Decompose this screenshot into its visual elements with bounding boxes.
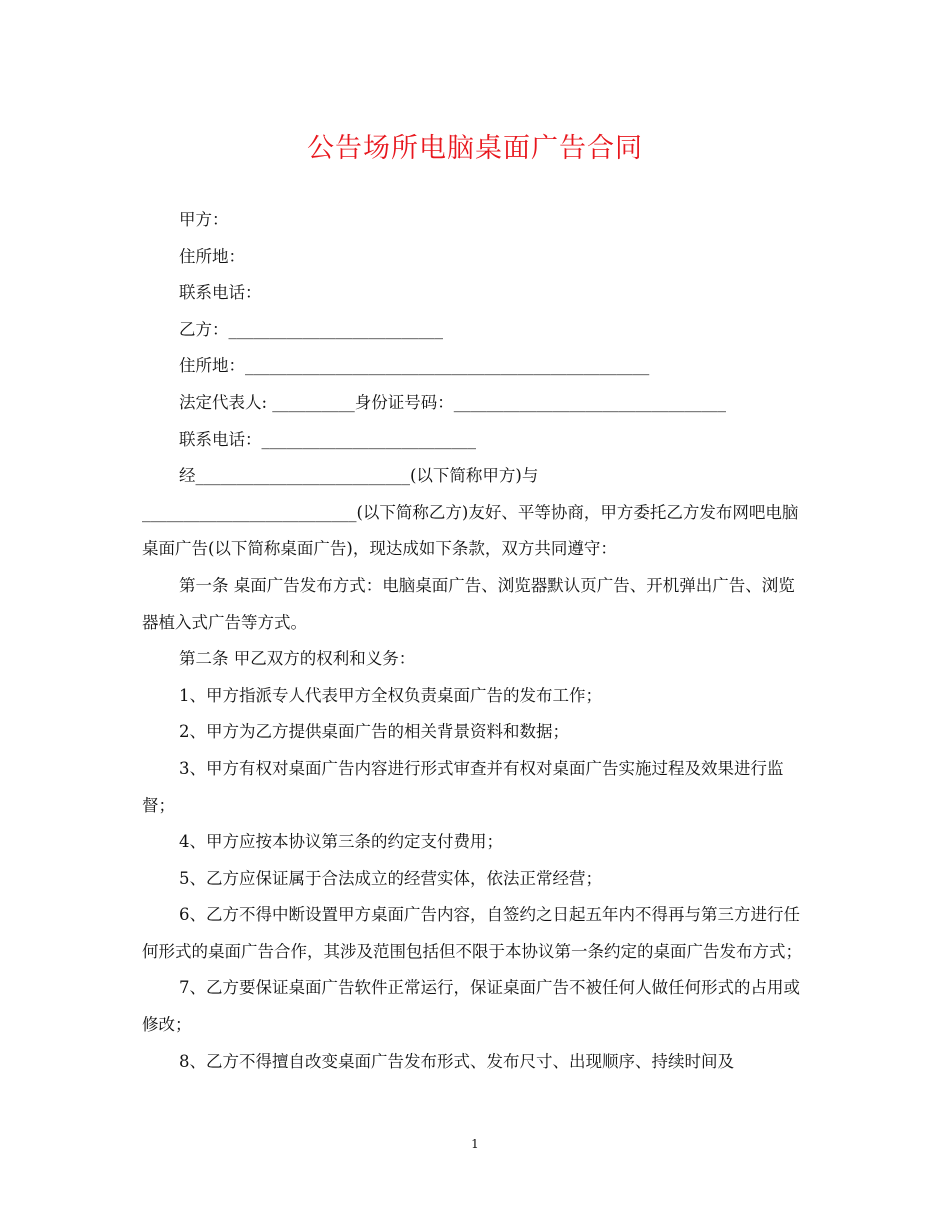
clause-item-2: 2、甲方为乙方提供桌面广告的相关背景资料和数据； [179,722,569,742]
clause-item-3: 3、甲方有权对桌面广告内容进行形式审查并有权对桌面广告实施过程及效果进行监督； [142,758,784,815]
page-number: 1 [471,1137,479,1151]
party-b-phone-line: 联系电话：__________________________ [179,429,476,449]
party-b-line: 乙方：__________________________ [179,319,443,339]
clause-item-8: 8、乙方不得擅自改变桌面广告发布形式、发布尺寸、出现顺序、持续时间及 [179,1051,734,1071]
article-1-paragraph: 第一条 桌面广告发布方式：电脑桌面广告、浏览器默认页广告、开机弹出广告、浏览器植入式广告等方式。 [142,575,795,632]
party-a-address-line: 住所地： [179,246,245,266]
party-a-phone-line: 联系电话： [179,283,262,303]
clause-item-5: 5、乙方应保证属于合法成立的经营实体，依法正常经营； [179,868,602,888]
clause-item-7: 7、乙方要保证桌面广告软件正常运行，保证桌面广告不被任何人做任何形式的占用或修改； [142,978,800,1035]
intro-paragraph: __________________________(以下简称乙方)友好、平等协商，甲方委托乙方发布网吧电脑桌面广告(以下简称桌面广告)，现达成如下条款，双方共同遵守： [142,502,799,559]
intro-line-1: 经__________________________(以下简称甲方)与 [179,466,539,486]
party-b-address-line: 住所地：_________________________________________________ [179,356,650,376]
clause-item-4: 4、甲方应按本协议第三条的约定支付费用； [179,832,503,852]
clause-item-6: 6、乙方不得中断设置甲方桌面广告内容，自签约之日起五年内不得再与第三方进行任何形式的桌面广告合作，其涉及范围包括但不限于本协议第一条约定的桌面广告发布方式； [142,905,802,961]
legal-representative-line: 法定代表人: __________身份证号码：_________________________________ [179,392,727,412]
document-body [142,202,808,1080]
clause-item-1: 1、甲方指派专人代表甲方全权负责桌面广告的发布工作； [179,685,602,705]
party-a-line: 甲方： [179,210,229,229]
article-2-heading: 第二条 甲乙双方的权利和义务： [179,649,416,669]
document-title: 公告场所电脑桌面广告合同 [307,133,643,164]
